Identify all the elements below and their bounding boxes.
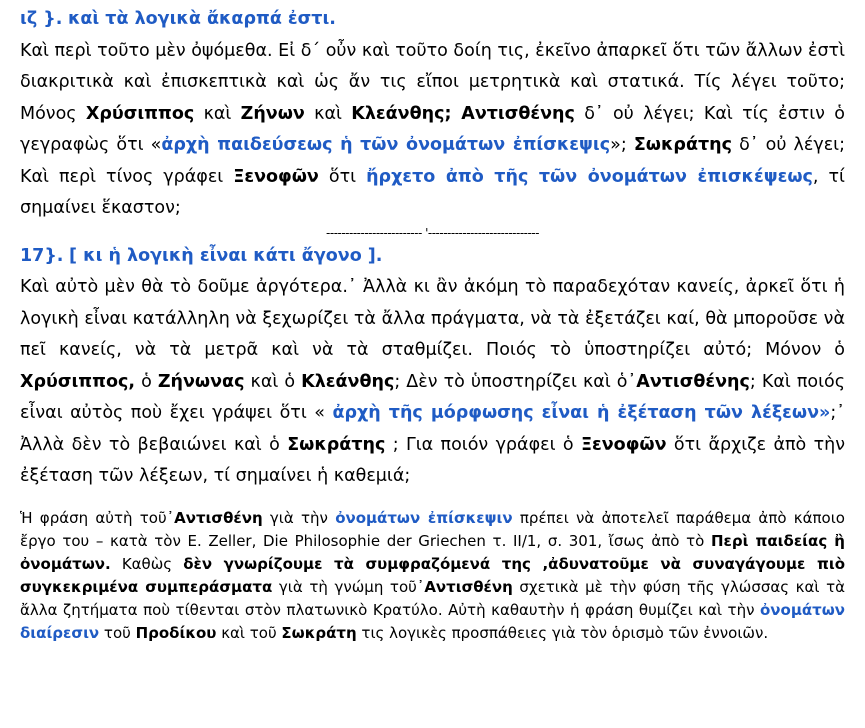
text-run: καὶ ὁ xyxy=(244,371,302,392)
name-antisthene: Αντισθένη xyxy=(424,577,513,596)
section-17-modern xyxy=(20,241,845,493)
text-run: ὁ xyxy=(135,371,158,392)
text-run: γιὰ τὴν xyxy=(262,508,336,527)
text-run: ; Καὶ ποιός εἶναι αὐτὸς ποὺ ἔχει γράψει ὅτι « xyxy=(20,371,845,423)
text-run: »; xyxy=(610,135,634,155)
text-run: καὶ xyxy=(194,103,241,124)
section-title: καὶ τὰ λογικὰ ἄκαρπά ἐστι. xyxy=(67,9,336,29)
quote-arche-morfosis: ἀρχὴ τῆς μόρφωσης εἶναι ἡ ἐξέταση τῶν λέξεων» xyxy=(332,403,831,423)
text-run: ; Για ποιόν γράφει ὁ xyxy=(385,434,581,455)
text-run: Ἡ φράση αὐτὴ τοῦ᾽ xyxy=(20,508,175,527)
text-run: δ᾽ οὐ λέγει; Καὶ περὶ τίνος γράφει xyxy=(20,135,845,187)
section-17-greek xyxy=(20,4,845,225)
text-run: πρέπει νὰ ἀποτελεῖ παράθεμα ἀπὸ κάποιο ἔργο του – κατὰ τὸν E. Zeller, Die Philosophie der Griechen τ. II/1, σ. 301, ἴσως ἀπὸ τὸ xyxy=(20,508,845,550)
name-chrysippos: Χρύσιππος xyxy=(85,103,195,124)
modern-paragraph xyxy=(20,272,845,493)
text-run: καὶ τοῦ xyxy=(216,623,282,642)
quote-arche-paideuseos: ἀρχὴ παιδεύσεως ἡ τῶν ὀνομάτων ἐπίσκεψις xyxy=(161,135,611,155)
name-xenophon: Ξενοφῶν xyxy=(233,166,319,187)
greek-paragraph xyxy=(20,36,845,225)
quote-ercheto: ἤρχετο ἀπὸ τῆς τῶν ὀνομάτων ἐπισκέψεως xyxy=(366,166,813,187)
text-run: Καὶ αὐτὸ μὲν θὰ τὸ δοῦμε ἀργότερα.᾽ Ἀλλὰ κι ἂν ἀκόμη τὸ παραδεχόταν κανείς, ἀρκεῖ ὅτι ἡ λογικὴ εἶναι κατάλληλη νὰ ξεχωρίζει τὰ ἄλλα πράγματα, νὰ τὰ ἐξετάζει καί, θὰ μποροῦσε νὰ πεῖ κανείς, νὰ τὰ μετρᾶ καὶ νὰ τὰ σταθμίζει. Ποιός τὸ ὑποστηρίζει αὐτό; Μόνον ὁ xyxy=(20,277,845,360)
name-sokrates: Σωκράτη xyxy=(281,623,357,642)
section-number: 17}. xyxy=(20,245,64,266)
name-sokrates: Σωκράτης xyxy=(633,135,732,155)
name-xenophon: Ξενοφῶν xyxy=(580,434,667,455)
emphasis-phrase: δὲν γνωρίζουμε τὰ συμφραζόμενά της ,ἀδυνατοῦμε νὰ συναγάγουμε πιὸ συγκεκριμένα συμπεράσματα xyxy=(20,554,845,596)
name-antisthenes: Αντισθένης xyxy=(636,371,750,392)
text-run: γιὰ τὴ γνώμη τοῦ᾽ xyxy=(272,577,425,596)
section-heading xyxy=(20,241,845,273)
name-sokrates: Σωκράτης xyxy=(287,434,386,455)
text-run: Καὶ περὶ τοῦτο μὲν ὀψόμεθα. Εἰ δ΄ οὖν καὶ τοῦτο δοίη τις, ἐκεῖνο ἀπαρκεῖ ὅτι τῶν ἄλλων ἐστὶ διακριτικὰ καὶ ἐπισκεπτικὰ καὶ ὡς ἄν τις εἴποι μετρητικὰ καὶ στατικά. Τίς λέγει τοῦτο; Μόνος xyxy=(20,40,845,124)
text-run: ;᾽ Ἀλλὰ δὲν τὸ βεβαιώνει καὶ ὁ xyxy=(20,403,845,455)
name-antisthene: Αντισθένη xyxy=(174,508,263,527)
name-chrysippos: Χρύσιππος, xyxy=(20,371,136,392)
footnote xyxy=(20,507,845,645)
footnote-paragraph xyxy=(20,507,845,645)
text-run: τοῦ xyxy=(99,623,136,642)
name-prodikos: Προδίκου xyxy=(135,623,217,642)
text-run: ; Δὲν τὸ ὑποστηρίζει καὶ ὁ᾽ xyxy=(394,371,637,392)
text-run: σχετικὰ μὲ τὴν φύση τῆς γλώσσας καὶ τὰ ἄλλα ζητήματα ποὺ τίθενται στὸν πλατωνικὸ Κρατύλο. Αὐτὴ καθαυτὴν ἡ φράση θυμίζει καὶ τὴν xyxy=(20,577,846,619)
section-number: ιζ }. xyxy=(20,9,63,29)
text-run: ὅτι xyxy=(318,166,367,187)
text-run: καὶ xyxy=(304,103,352,124)
name-zenon: Ζήνων xyxy=(240,103,305,124)
term-onomaton-diairesin: ὀνομάτων διαίρεσιν xyxy=(20,600,845,642)
text-run: , τί σημαίνει ἕκαστον; xyxy=(20,166,845,218)
term-onomaton-episkepsin: ὀνομάτων ἐπίσκεψιν xyxy=(335,508,513,527)
work-title: Περὶ παιδείας ἢ ὀνομάτων. xyxy=(20,531,845,573)
text-run: τις λογικὲς προσπάθειες γιὰ τὸν ὁρισμὸ τῶν ἐννοιῶν. xyxy=(356,623,769,642)
text-run: δ᾽ οὐ λέγει; Καὶ τίς ἐστιν ὁ γεγραφὼς ὅτι « xyxy=(20,103,845,155)
name-kleanthes-antisthenes: Κλεάνθης; Αντισθένης xyxy=(351,103,575,124)
text-run: ὅτι ἄρχιζε ἀπὸ τὴν ἐξέταση τῶν λέξεων, τί σημαίνει ἡ καθεμιά; xyxy=(20,434,846,486)
name-kleanthes: Κλεάνθης xyxy=(301,371,395,392)
section-title: [ κι ἡ λογικὴ εἶναι κάτι ἄγονο ]. xyxy=(69,245,383,266)
section-heading xyxy=(20,4,845,36)
text-run: Καθὼς xyxy=(110,554,184,573)
section-separator: ------------------------- '----------------------------- xyxy=(326,225,539,240)
name-zenon: Ζήνωνας xyxy=(157,371,245,392)
